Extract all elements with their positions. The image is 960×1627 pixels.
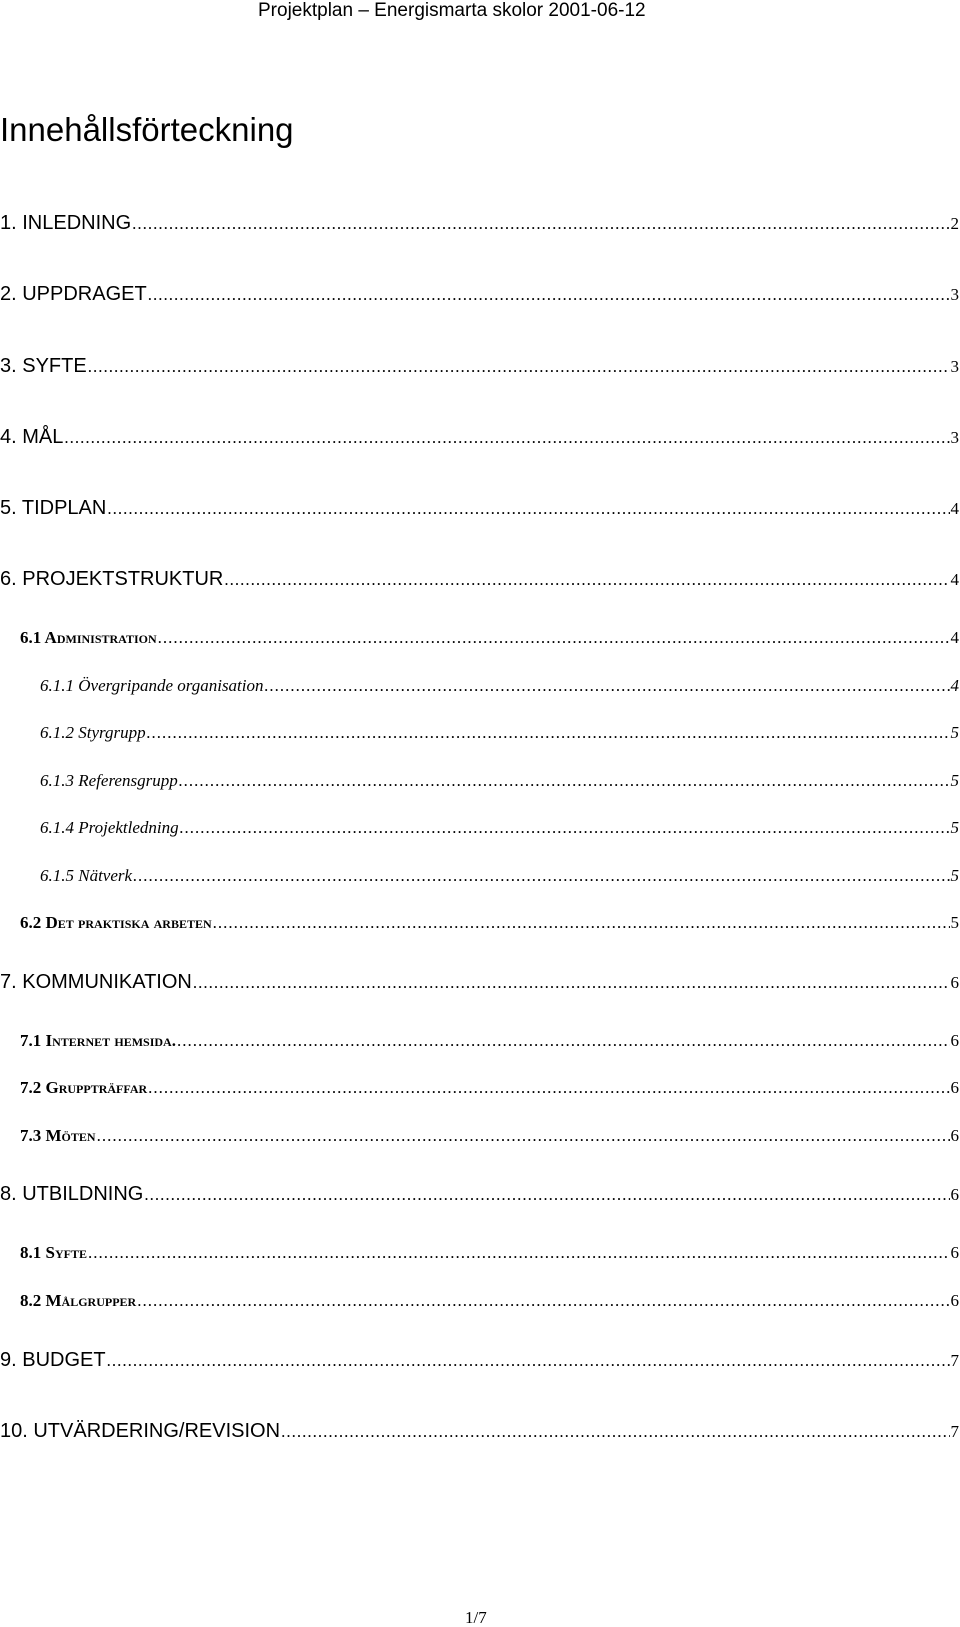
- dot-leader: [281, 1422, 949, 1442]
- toc-entry[interactable]: [0, 723, 959, 749]
- toc-entry-label: 3. SYFTE: [0, 355, 87, 377]
- dot-leader: [107, 1351, 950, 1371]
- toc-entry[interactable]: [0, 1183, 959, 1209]
- toc-entry[interactable]: [0, 818, 959, 844]
- dot-leader: [180, 818, 950, 838]
- toc-entry-label: 6.1.1 Övergripande organisation: [40, 676, 264, 695]
- toc-entry[interactable]: [0, 283, 959, 309]
- toc-entry[interactable]: [0, 771, 959, 797]
- dot-leader: [147, 723, 950, 743]
- dot-leader: [137, 1291, 949, 1311]
- dot-leader: [97, 1126, 950, 1146]
- dot-leader: [88, 357, 950, 377]
- toc-entry-label: 7.2 Gruppträffar: [20, 1078, 148, 1097]
- dot-leader: [148, 1078, 949, 1098]
- toc-title: Innehållsförteckning: [0, 111, 294, 148]
- toc-entry-page: 7: [950, 1422, 959, 1441]
- toc-entry[interactable]: [0, 568, 959, 594]
- toc-entry-label: 7.3 Möten: [20, 1126, 96, 1145]
- dot-leader: [64, 428, 949, 448]
- toc-entry-page: 6: [950, 1185, 959, 1204]
- toc-entry-page: 4: [950, 499, 959, 518]
- toc-entry-label: 1. INLEDNING: [0, 212, 132, 234]
- dot-leader: [133, 866, 949, 886]
- dot-leader: [158, 628, 950, 648]
- toc-entry[interactable]: [0, 1031, 959, 1057]
- toc-entry[interactable]: [0, 628, 959, 654]
- toc-entry[interactable]: [0, 676, 959, 702]
- toc-entry-page: 6: [950, 1126, 959, 1145]
- toc-entry[interactable]: [0, 212, 959, 238]
- toc-entry[interactable]: [0, 1078, 959, 1104]
- dot-leader: [144, 1185, 949, 1205]
- toc-entry-label: 6.2 Det praktiska arbeten: [20, 913, 212, 932]
- toc-entry-page: 5: [950, 866, 959, 885]
- toc-entry-label: 5. TIDPLAN: [0, 497, 107, 519]
- toc-entry-page: 5: [950, 913, 959, 932]
- toc-entry-page: 4: [950, 676, 959, 695]
- toc-entry-label: 4. MÅL: [0, 426, 64, 448]
- toc-entry-label: 6.1.4 Projektledning: [40, 818, 179, 837]
- toc-entry-page: 3: [950, 428, 959, 447]
- toc-entry-page: 3: [950, 285, 959, 304]
- toc-entry[interactable]: [0, 1291, 959, 1317]
- toc-entry-label: 6.1.5 Nätverk: [40, 866, 133, 885]
- toc-entry-page: 6: [950, 1291, 959, 1310]
- dot-leader: [213, 913, 950, 933]
- dot-leader: [265, 676, 950, 696]
- dot-leader: [148, 285, 950, 305]
- toc-entry-label: 6.1.2 Styrgrupp: [40, 723, 146, 742]
- toc-entry[interactable]: [0, 497, 959, 523]
- toc-entry-label: 6. PROJEKTSTRUKTUR: [0, 568, 224, 590]
- dot-leader: [177, 1031, 950, 1051]
- dot-leader: [193, 973, 950, 993]
- toc-entry-label: 8. UTBILDNING: [0, 1183, 144, 1205]
- toc-entry[interactable]: [0, 866, 959, 892]
- toc-entry[interactable]: [0, 1420, 959, 1446]
- toc-entry-label: 7. KOMMUNIKATION: [0, 971, 192, 993]
- document-header: Projektplan – Energismarta skolor 2001-06-12: [258, 0, 646, 21]
- toc-entry-page: 5: [950, 771, 959, 790]
- toc-entry-page: 7: [950, 1351, 959, 1370]
- toc-entry-label: 6.1 Administration: [20, 628, 157, 647]
- toc-entry[interactable]: [0, 355, 959, 381]
- toc-entry[interactable]: [0, 1349, 959, 1375]
- toc-entry-label: 9. BUDGET: [0, 1349, 106, 1371]
- toc-entry[interactable]: [0, 913, 959, 939]
- toc-entry-page: 6: [950, 1078, 959, 1097]
- toc-entry[interactable]: [0, 1126, 959, 1152]
- toc-entry-label: 8.1 Syfte: [20, 1243, 87, 1262]
- toc-entry[interactable]: [0, 971, 959, 997]
- toc-entry-page: 5: [950, 818, 959, 837]
- toc-entry-page: 2: [950, 214, 959, 233]
- toc-entry-page: 5: [950, 723, 959, 742]
- toc-entry-page: 4: [950, 628, 959, 647]
- dot-leader: [88, 1243, 950, 1263]
- dot-leader: [224, 570, 949, 590]
- toc-entry-page: 4: [950, 570, 959, 589]
- page-number: 1/7: [465, 1608, 487, 1627]
- toc-entry-label: 8.2 Målgrupper: [20, 1291, 137, 1310]
- toc-entry[interactable]: [0, 1243, 959, 1269]
- dot-leader: [179, 771, 950, 791]
- dot-leader: [132, 214, 949, 234]
- toc-entry-page: 6: [950, 1243, 959, 1262]
- toc-entry-label: 7.1 Internet hemsida.: [20, 1031, 176, 1050]
- dot-leader: [107, 499, 949, 519]
- toc-entry-page: 6: [950, 1031, 959, 1050]
- toc-entry-page: 3: [950, 357, 959, 376]
- toc-entry-label: 10. UTVÄRDERING/REVISION: [0, 1420, 281, 1442]
- toc-entry[interactable]: [0, 426, 959, 452]
- toc-entry-label: 2. UPPDRAGET: [0, 283, 147, 305]
- toc-entry-label: 6.1.3 Referensgrupp: [40, 771, 178, 790]
- toc-entry-page: 6: [950, 973, 959, 992]
